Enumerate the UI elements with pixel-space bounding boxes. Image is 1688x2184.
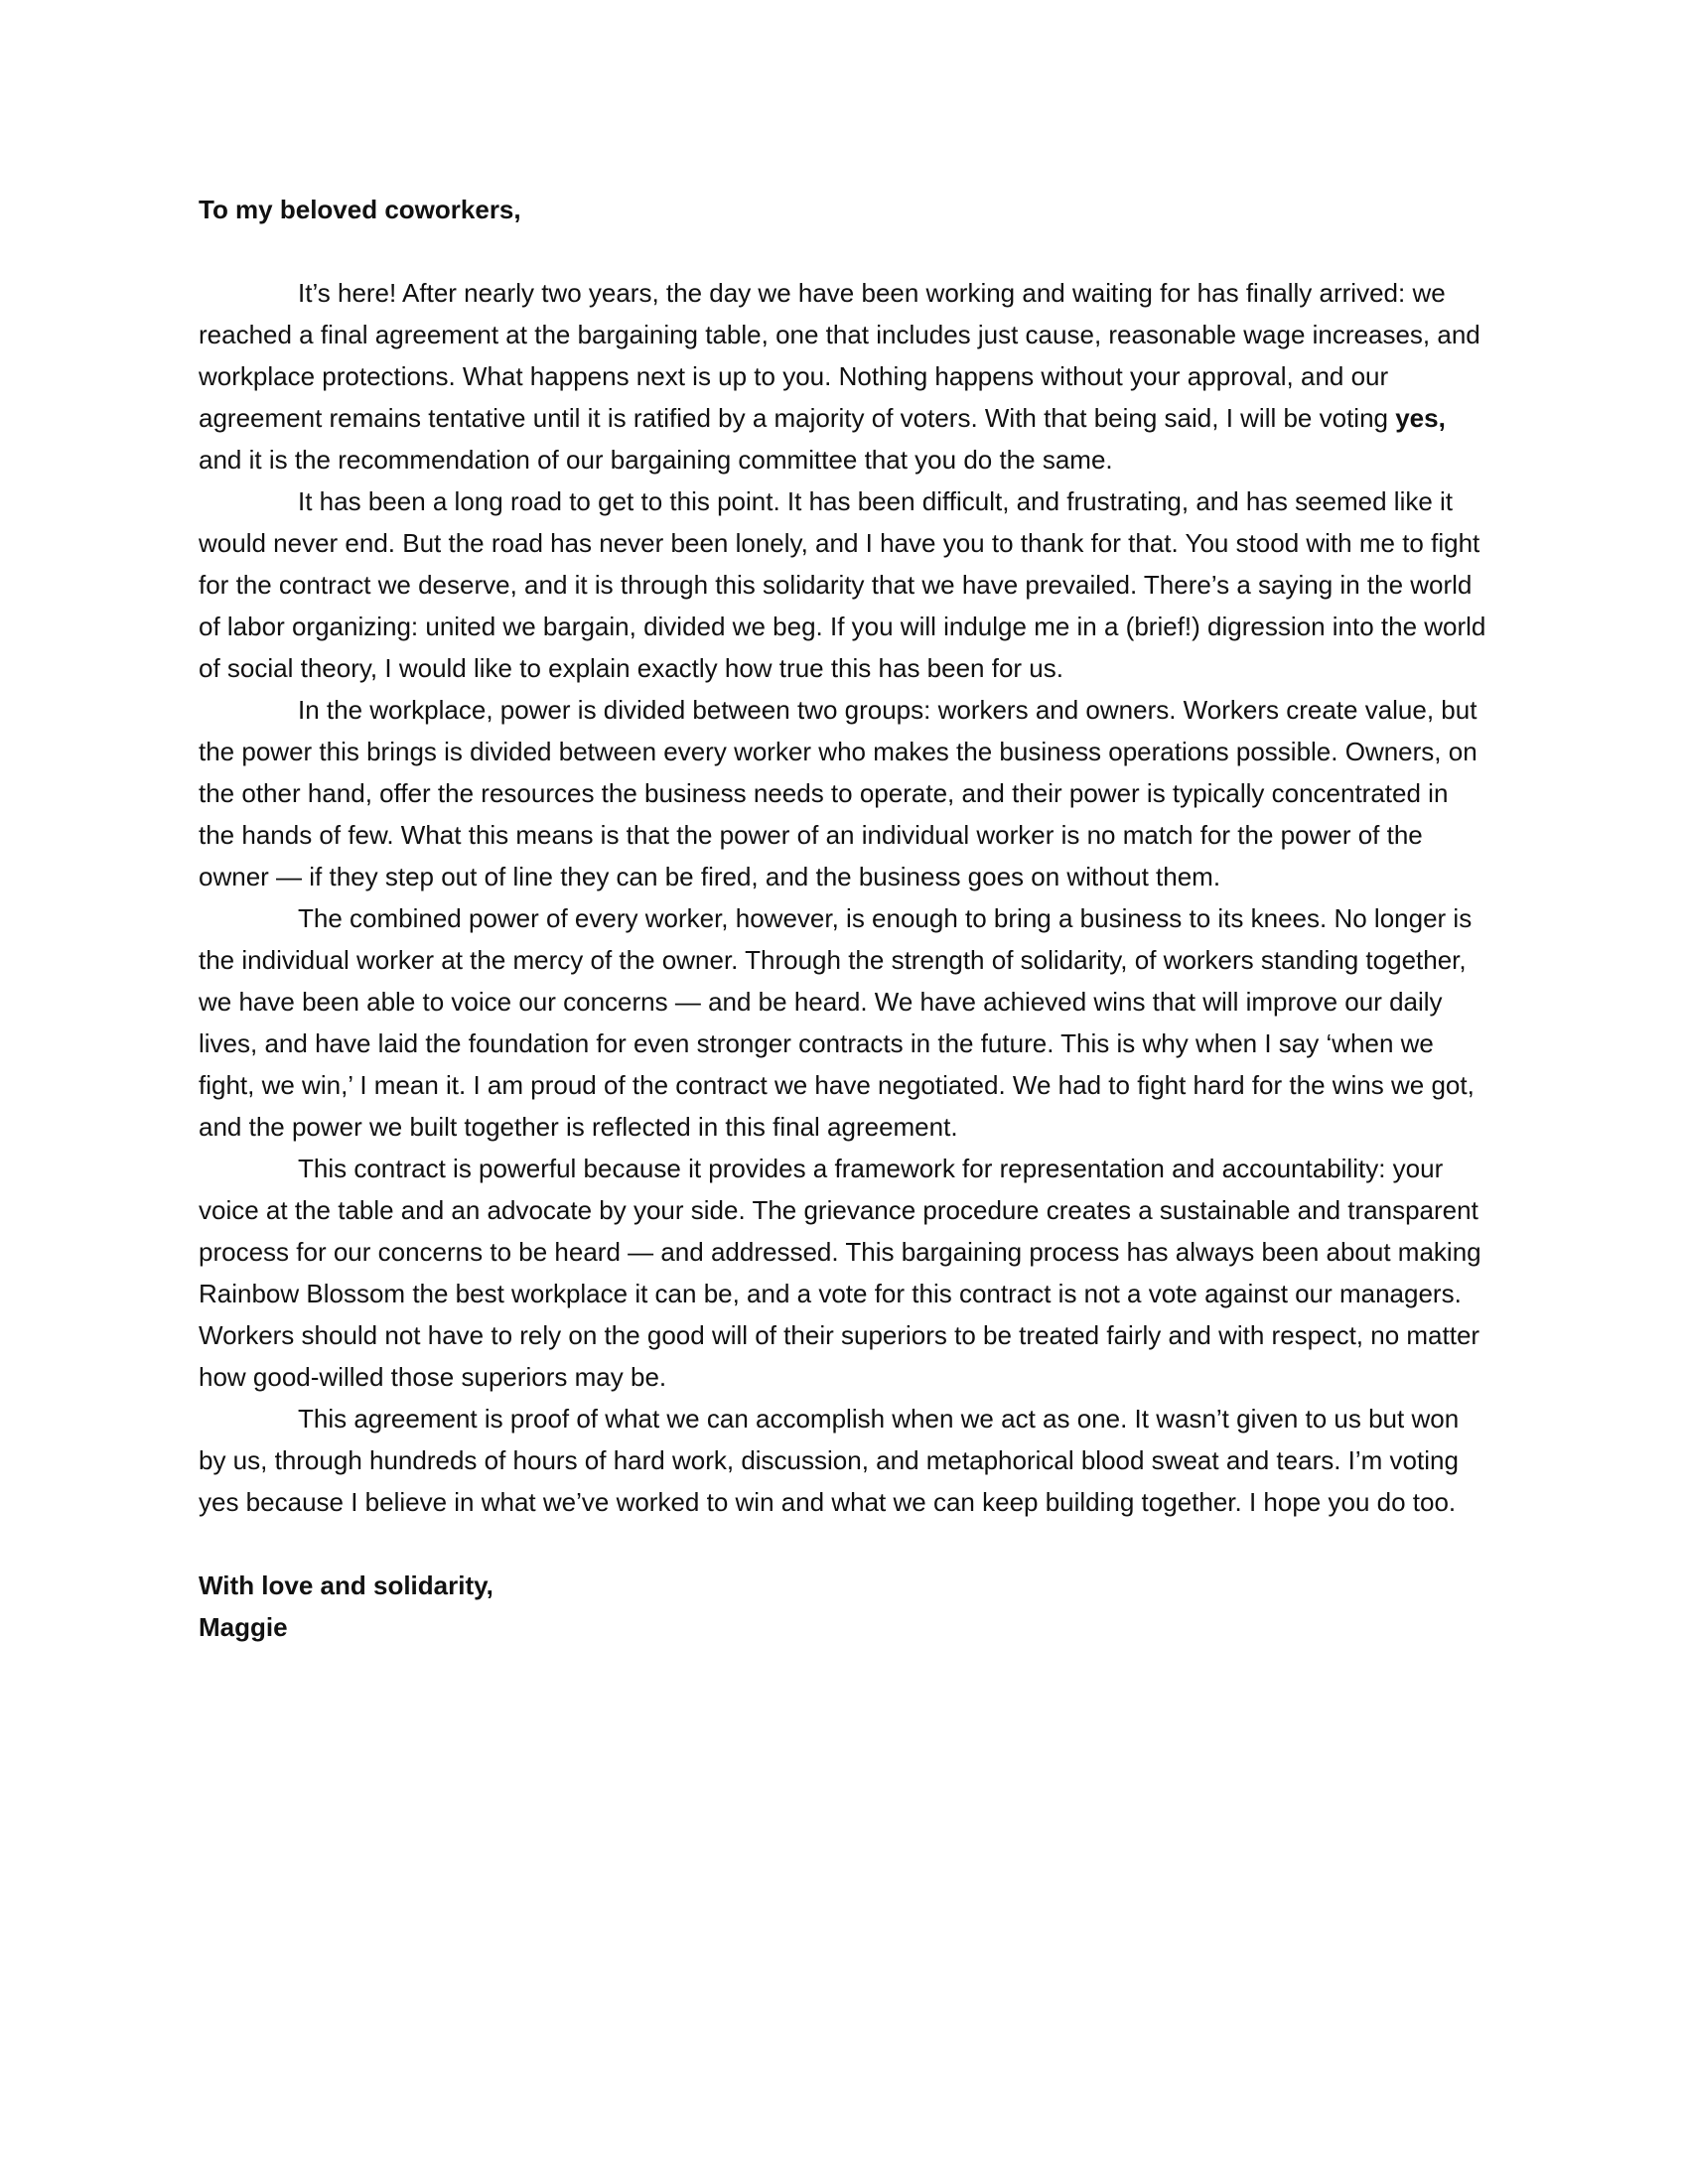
emphasis-yes: yes,: [1395, 403, 1446, 433]
paragraph-3: In the workplace, power is divided between two groups: workers and owners. Workers create value, but the power this brings is divided between every worker who makes the business operations possible. Owners, on the other hand, offer the resources the business needs to operate, and their power is typically concentrated in the hands of few. What this means is that the power of an individual worker is no match for the power of the owner — if they step out of line they can be fired, and the business goes on without them.: [199, 695, 1477, 891]
paragraph-6: This agreement is proof of what we can accomplish when we act as one. It wasn’t given to us but won by us, through hundreds of hours of hard work, discussion, and metaphorical blood sweat and tears. I’m voting yes because I believe in what we’ve worked to win and what we can keep building together. I hope you do too.: [199, 1404, 1460, 1517]
salutation: To my beloved coworkers,: [199, 195, 521, 224]
letter-body: [199, 189, 1489, 1648]
paragraph-2: It has been a long road to get to this point. It has been difficult, and frustrating, and has seemed like it would never end. But the road has never been lonely, and I have you to thank for that. You stood with me to fight for the contract we deserve, and it is through this solidarity that we have prevailed. There’s a saying in the world of labor organizing: united we bargain, divided we beg. If you will indulge me in a (brief!) digression into the world of social theory, I would like to explain exactly how true this has been for us.: [199, 486, 1486, 683]
paragraph-4: The combined power of every worker, however, is enough to bring a business to its knees. No longer is the individual worker at the mercy of the owner. Through the strength of solidarity, of workers standing together, we have been able to voice our concerns — and be heard. We have achieved wins that will improve our daily lives, and have laid the foundation for even stronger contracts in the future. This is why when I say ‘when we fight, we win,’ I mean it. I am proud of the contract we have negotiated. We had to fight hard for the wins we got, and the power we built together is reflected in this final agreement.: [199, 903, 1475, 1142]
paragraph-1: [199, 272, 1489, 480]
closing-line: With love and solidarity,: [199, 1570, 493, 1600]
paragraph-5: This contract is powerful because it provides a framework for representation and accountability: your voice at the table and an advocate by your side. The grievance procedure creates a sustainable and transparent process for our concerns to be heard — and addressed. This bargaining process has always been about making Rainbow Blossom the best workplace it can be, and a vote for this contract is not a vote against our managers. Workers should not have to rely on the good will of their superiors to be treated fairly and with respect, no matter how good-willed those superiors may be.: [199, 1154, 1481, 1392]
signature: Maggie: [199, 1612, 288, 1642]
paragraph-1-text-start: It’s here! After nearly two years, the day we have been working and waiting for has finally arrived: we reached a final agreement at the bargaining table, one that includes just cause, reasonable wage increases, and workplace protections. What happens next is up to you. Nothing happens without your approval, and our agreement remains tentative until it is ratified by a majority of voters. With that being said, I will be voting: [199, 278, 1480, 433]
closing-block: [199, 1565, 1489, 1648]
paragraph-1-text-end: and it is the recommendation of our bargaining committee that you do the same.: [199, 445, 1113, 475]
